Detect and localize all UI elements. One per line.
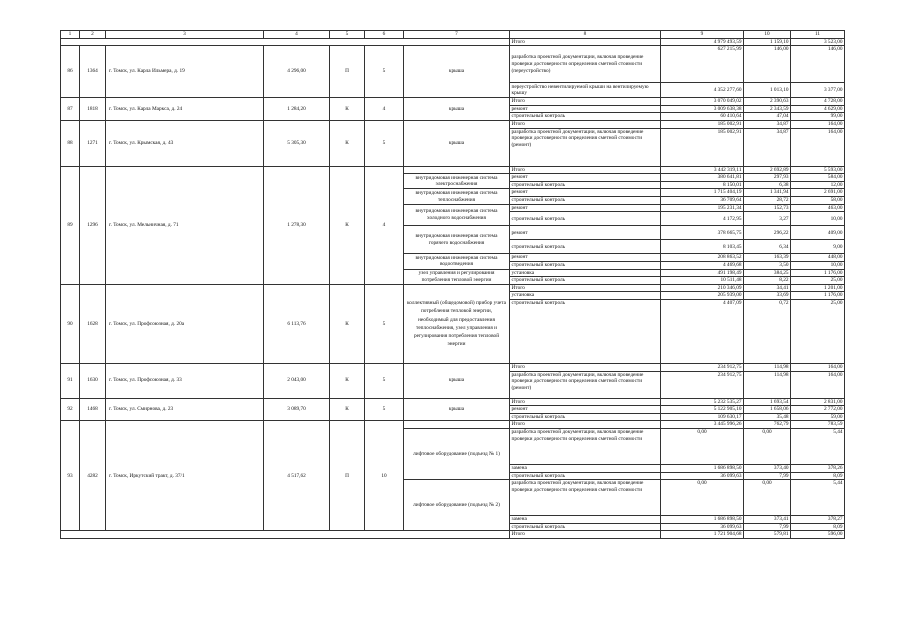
address: г. Томск, ул. Карла Маркса, д. 24 (106, 98, 264, 121)
cost-per-m2-cell: 0,00 (744, 429, 791, 465)
floors: 5 (365, 363, 404, 398)
area: 5 305,30 (264, 121, 330, 167)
cost-cell: 109 630,17 (661, 413, 744, 421)
work-name: замена (510, 516, 661, 524)
work-name: строительный контроль (510, 181, 661, 189)
work-name: Итого (510, 398, 661, 406)
cost-cell: 10 511,48 (661, 277, 744, 285)
area: 1 278,30 (264, 166, 330, 284)
table-row (61, 531, 845, 539)
cost-per-m2-cell: 1 341,94 (744, 189, 791, 197)
cost-cell: 5 232 535,27 (661, 398, 744, 406)
address: г. Томск, ул. Крымская, д. 43 (106, 121, 264, 167)
address: г. Томск, ул. Смирнова, д. 23 (106, 398, 264, 421)
wall-material: К (330, 121, 365, 167)
cost-cell: 1 686 898,50 (661, 465, 744, 473)
cost-cell: 1 721 904,68 (661, 531, 744, 539)
address: г. Томск, ул. Мельничная, д. 71 (106, 166, 264, 284)
address: г. Томск, ул. Профсоюзная, д. 33 (106, 363, 264, 398)
cost-cell: 3 009 638,38 (661, 105, 744, 113)
limit-cell: 783,59 (791, 421, 845, 429)
cost-cell: 491 198,49 (661, 269, 744, 277)
house-id: 1364 (80, 46, 106, 98)
limit-cell: 4 629,00 (791, 105, 845, 113)
cost-cell: 185 002,91 (661, 121, 744, 129)
element: крыша (404, 121, 510, 167)
work-name: строительный контроль (510, 277, 661, 285)
limit-cell: 596,00 (791, 531, 845, 539)
cost-per-m2-cell: 152,73 (744, 204, 791, 212)
limit-cell: 8,09 (791, 472, 845, 480)
limit-cell: 10,00 (791, 261, 845, 269)
work-name: переустройство невентилируемой крыши на вентилируемую крышу (510, 83, 661, 98)
floors: 4 (365, 98, 404, 121)
table-row (61, 98, 845, 106)
work-name: строительный контроль (510, 472, 661, 480)
element: крыша (404, 363, 510, 398)
cost-per-m2-cell: 8,22 (744, 277, 791, 285)
col-header: 1 (61, 31, 80, 39)
address: г. Томск, ул. Карла Ильмера, д. 19 (106, 46, 264, 98)
limit-cell: 12,00 (791, 181, 845, 189)
cost-per-m2-cell: 296,22 (744, 226, 791, 240)
limit-cell: 164,00 (791, 128, 845, 166)
col-header: 5 (330, 31, 365, 39)
work-name: Итого (510, 421, 661, 429)
row-number: 92 (61, 398, 80, 421)
col-header: 3 (106, 31, 264, 39)
cost-per-m2-cell: 7,99 (744, 472, 791, 480)
cost-cell: 60 410,64 (661, 113, 744, 121)
limit-cell: 1 201,00 (791, 284, 845, 292)
col-header: 4 (264, 31, 330, 39)
wall-material: К (330, 398, 365, 421)
cost-cell: 3 445 996,26 (661, 421, 744, 429)
limit-cell: 164,00 (791, 121, 845, 129)
work-name: установка (510, 292, 661, 300)
work-name: Итого (510, 166, 661, 174)
area: 4 517,62 (264, 421, 330, 531)
cost-cell: 36 099,63 (661, 523, 744, 531)
cost-per-m2-cell: 579,81 (744, 531, 791, 539)
work-name: строительный контроль (510, 523, 661, 531)
work-name: установка (510, 269, 661, 277)
cost-per-m2-cell: 28,72 (744, 197, 791, 205)
col-header: 10 (744, 31, 791, 39)
limit-cell: 5 593,00 (791, 166, 845, 174)
limit-cell: 378,26 (791, 465, 845, 473)
work-name: ремонт (510, 406, 661, 414)
work-name: ремонт (510, 204, 661, 212)
element: внутридомовая инженерная система водоотведения (404, 254, 510, 269)
element: внутридомовая инженерная система теплоснабжения (404, 189, 510, 204)
cost-cell: 195 231,34 (661, 204, 744, 212)
wall-material: К (330, 284, 365, 363)
cost-per-m2-cell: 34,87 (744, 121, 791, 129)
limit-cell: 58,00 (791, 197, 845, 205)
cost-per-m2-cell: 7,99 (744, 523, 791, 531)
work-name: Итого (510, 38, 661, 46)
wall-material: П (330, 46, 365, 98)
row-number: 88 (61, 121, 80, 167)
work-name: строительный контроль (510, 197, 661, 205)
limit-cell: 2 831,00 (791, 398, 845, 406)
limit-cell: 448,00 (791, 254, 845, 262)
floors: 5 (365, 121, 404, 167)
work-name: строительный контроль (510, 240, 661, 254)
house-id: 1630 (80, 363, 106, 398)
element: крыша (404, 398, 510, 421)
table-row (61, 46, 845, 83)
cost-per-m2-cell: 0,00 (744, 480, 791, 516)
cost-per-m2-cell: 163,39 (744, 254, 791, 262)
cost-cell: 4 979 493,59 (661, 38, 744, 46)
cost-per-m2-cell: 47,04 (744, 113, 791, 121)
work-name: строительный контроль (510, 261, 661, 269)
cost-per-m2-cell: 114,98 (744, 371, 791, 398)
cost-cell: 36 709,64 (661, 197, 744, 205)
floors: 5 (365, 284, 404, 363)
limit-cell: 378,27 (791, 516, 845, 524)
col-header: 7 (404, 31, 510, 39)
cost-per-m2-cell: 373,40 (744, 465, 791, 473)
limit-cell: 25,00 (791, 277, 845, 285)
cost-per-m2-cell: 33,69 (744, 292, 791, 300)
work-name: Итого (510, 284, 661, 292)
row-number: 86 (61, 46, 80, 98)
work-name: разработка проектной документации, включая проведение проверки достоверности определения сметной стоимости (ремонт) (510, 371, 661, 398)
cost-per-m2-cell: 0,72 (744, 299, 791, 363)
table-row (61, 398, 845, 406)
wall-material: К (330, 166, 365, 284)
limit-cell: 99,00 (791, 113, 845, 121)
limit-cell: 164,00 (791, 371, 845, 398)
capital-repair-table (60, 30, 845, 539)
work-name: ремонт (510, 226, 661, 240)
work-name: разработка проектной документации, включая проведение проверки достоверности определения сметной стоимости (переустройство) (510, 46, 661, 83)
limit-cell: 10,00 (791, 212, 845, 226)
area: 2 043,00 (264, 363, 330, 398)
work-name: ремонт (510, 254, 661, 262)
cost-per-m2-cell: 3,50 (744, 261, 791, 269)
work-name: строительный контроль (510, 299, 661, 363)
cost-cell: 208 863,52 (661, 254, 744, 262)
element: внутридомовая инженерная система электроснабжения (404, 174, 510, 189)
work-name: строительный контроль (510, 113, 661, 121)
cost-per-m2-cell: 146,00 (744, 46, 791, 83)
limit-cell: 4 728,00 (791, 98, 845, 106)
limit-cell: 2 772,00 (791, 406, 845, 414)
table-row (61, 421, 845, 429)
work-name: строительный контроль (510, 413, 661, 421)
floors: 10 (365, 421, 404, 531)
cost-per-m2-cell: 373,41 (744, 516, 791, 524)
address: г. Томск, ул. Профсоюзная, д. 20а (106, 284, 264, 363)
work-name: строительный контроль (510, 212, 661, 226)
col-header: 2 (80, 31, 106, 39)
cost-per-m2-cell: 114,98 (744, 363, 791, 371)
cost-cell: 4 172,95 (661, 212, 744, 226)
element: внутридомовая инженерная система холодного водоснабжения (404, 204, 510, 226)
element: лифтовое оборудование (подъезд № 2) (404, 480, 510, 531)
work-name: разработка проектной документации, включая проведение проверки достоверности определения сметной стоимости (510, 480, 661, 516)
cost-per-m2-cell: 762,79 (744, 421, 791, 429)
work-name: ремонт (510, 105, 661, 113)
house-id: 1296 (80, 166, 106, 284)
col-header: 11 (791, 31, 845, 39)
limit-cell: 409,00 (791, 226, 845, 240)
table-row (61, 121, 845, 129)
cost-per-m2-cell: 34,41 (744, 284, 791, 292)
cost-per-m2-cell: 1 693,54 (744, 398, 791, 406)
row-number: 89 (61, 166, 80, 284)
row-number: 90 (61, 284, 80, 363)
col-header: 9 (661, 31, 744, 39)
header-row (61, 31, 845, 39)
cost-per-m2-cell: 2 343,59 (744, 105, 791, 113)
cost-per-m2-cell: 34,87 (744, 128, 791, 166)
cost-cell: 8 103,45 (661, 240, 744, 254)
cost-cell: 185 002,91 (661, 128, 744, 166)
address: г. Томск, Иркутский тракт, д. 37/1 (106, 421, 264, 531)
cost-cell: 0,00 (661, 480, 744, 516)
cost-cell: 4 407,09 (661, 299, 744, 363)
limit-cell: 5,44 (791, 429, 845, 465)
work-name: Итого (510, 98, 661, 106)
house-id: 1628 (80, 284, 106, 363)
limit-cell: 8,09 (791, 523, 845, 531)
row-number: 93 (61, 421, 80, 531)
cost-cell: 378 665,75 (661, 226, 744, 240)
cost-cell: 210 346,09 (661, 284, 744, 292)
work-name: разработка проектной документации, включая проведение проверки достоверности определения сметной стоимости (510, 429, 661, 465)
limit-cell: 164,00 (791, 363, 845, 371)
cost-per-m2-cell: 1 658,06 (744, 406, 791, 414)
work-name: Итого (510, 121, 661, 129)
work-name: Итого (510, 363, 661, 371)
cost-cell: 1 715 404,19 (661, 189, 744, 197)
limit-cell: 146,00 (791, 46, 845, 83)
cost-cell: 205 939,00 (661, 292, 744, 300)
cost-per-m2-cell: 6,34 (744, 240, 791, 254)
limit-cell: 463,00 (791, 204, 845, 212)
cost-per-m2-cell: 2 390,63 (744, 98, 791, 106)
element: узел управления и регулирования потребления тепловой энергии (404, 269, 510, 284)
work-name: замена (510, 465, 661, 473)
cost-cell: 4 469,68 (661, 261, 744, 269)
row-number: 91 (61, 363, 80, 398)
area: 3 089,70 (264, 398, 330, 421)
work-name: Итого (510, 531, 661, 539)
limit-cell: 25,00 (791, 299, 845, 363)
table-row (61, 166, 845, 174)
col-header: 6 (365, 31, 404, 39)
limit-cell: 3 377,00 (791, 83, 845, 98)
cost-per-m2-cell: 6,38 (744, 181, 791, 189)
cost-per-m2-cell: 384,25 (744, 269, 791, 277)
col-header: 8 (510, 31, 661, 39)
element: крыша (404, 46, 510, 98)
row-number: 87 (61, 98, 80, 121)
house-id: 4282 (80, 421, 106, 531)
cost-cell: 36 099,63 (661, 472, 744, 480)
cost-cell: 4 352 277,60 (661, 83, 744, 98)
wall-material: К (330, 363, 365, 398)
area: 1 284,20 (264, 98, 330, 121)
table-row (61, 284, 845, 292)
element: крыша (404, 98, 510, 121)
wall-material: К (330, 98, 365, 121)
limit-cell: 59,00 (791, 413, 845, 421)
work-name: разработка проектной документации, включая проведение проверки достоверности определения сметной стоимости (ремонт) (510, 128, 661, 166)
table-row (61, 38, 845, 46)
limit-cell: 3 523,00 (791, 38, 845, 46)
cost-cell: 380 641,81 (661, 174, 744, 182)
house-id: 1271 (80, 121, 106, 167)
limit-cell: 1 176,00 (791, 269, 845, 277)
cost-per-m2-cell: 3,27 (744, 212, 791, 226)
element: коллективный (общедомовой) прибор учета потребления тепловой энергии, необходимый для предоставления теплоснабжения, узел управления и регулирования потребления тепловой энергии (404, 284, 510, 363)
floors: 4 (365, 166, 404, 284)
cost-per-m2-cell: 1 013,10 (744, 83, 791, 98)
limit-cell: 2 691,00 (791, 189, 845, 197)
cost-per-m2-cell: 1 159,10 (744, 38, 791, 46)
work-name: ремонт (510, 189, 661, 197)
cost-per-m2-cell: 2 692,89 (744, 166, 791, 174)
floors: 5 (365, 398, 404, 421)
house-id: 1818 (80, 98, 106, 121)
cost-cell: 3 070 049,02 (661, 98, 744, 106)
cost-cell: 5 122 905,10 (661, 406, 744, 414)
area: 6 113,76 (264, 284, 330, 363)
cost-cell: 3 442 319,11 (661, 166, 744, 174)
cost-cell: 1 686 898,50 (661, 516, 744, 524)
cost-cell: 234 912,75 (661, 371, 744, 398)
element: лифтовое оборудование (подъезд № 1) (404, 429, 510, 480)
floors: 5 (365, 46, 404, 98)
cost-cell: 8 150,01 (661, 181, 744, 189)
wall-material: П (330, 421, 365, 531)
cost-cell: 234 912,75 (661, 363, 744, 371)
work-name: ремонт (510, 174, 661, 182)
limit-cell: 5,44 (791, 480, 845, 516)
area: 4 296,00 (264, 46, 330, 98)
table-row (61, 363, 845, 371)
cost-cell: 0,00 (661, 429, 744, 465)
limit-cell: 9,00 (791, 240, 845, 254)
limit-cell: 584,00 (791, 174, 845, 182)
cost-per-m2-cell: 35,48 (744, 413, 791, 421)
limit-cell: 1 176,00 (791, 292, 845, 300)
element: внутридомовая инженерная система горячего водоснабжения (404, 226, 510, 254)
cost-cell: 627 215,99 (661, 46, 744, 83)
house-id: 1468 (80, 398, 106, 421)
cost-per-m2-cell: 297,93 (744, 174, 791, 182)
